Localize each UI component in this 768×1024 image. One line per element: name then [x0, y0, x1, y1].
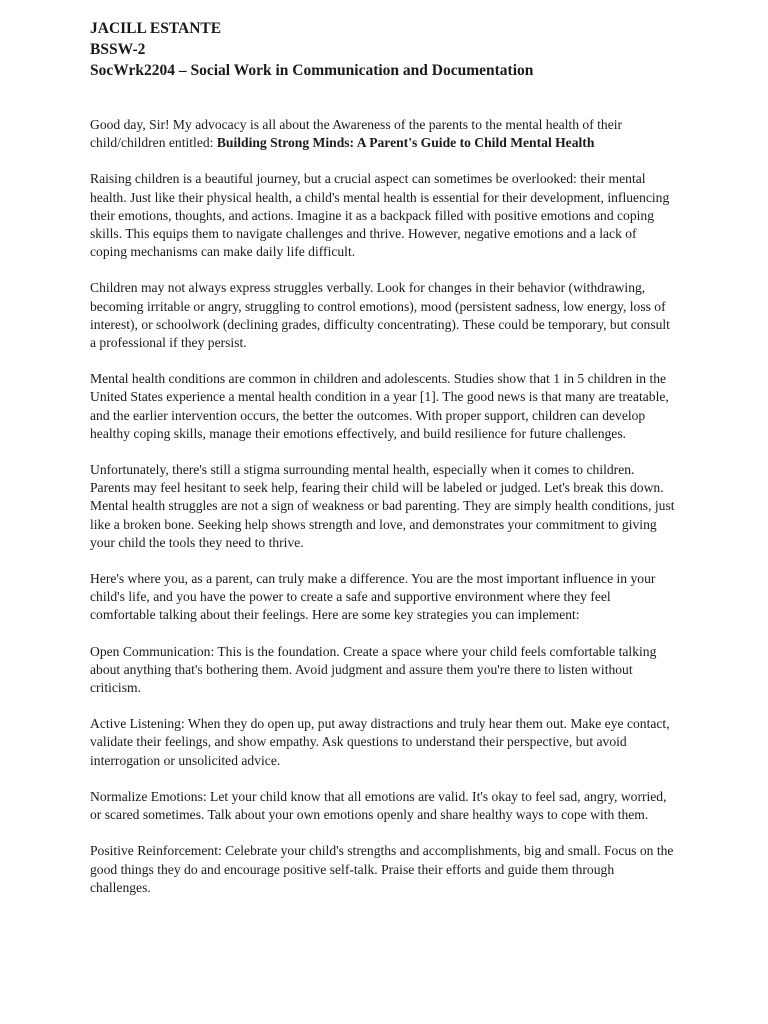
- paragraph-normalize-emotions: Normalize Emotions: Let your child know that all emotions are valid. It's okay to feel sad, angry, worried, or scared sometimes. Talk about your own emotions openly and share healthy ways to cope with them.: [90, 788, 667, 823]
- document-body: [90, 116, 676, 897]
- paragraph-raising-children: Raising children is a beautiful journey, but a crucial aspect can sometimes be overlooked: their mental health. Just like their physical health, a child's mental health is essential for their development, influencing their emotions, thoughts, and actions. Imagine it as a backpack filled with positive emotions and coping skills. This equips them to navigate challenges and thrive. However, negative emotions and a lack of coping mechanisms can make daily life difficult.: [90, 171, 670, 260]
- paragraph-warning-signs: Children may not always express struggles verbally. Look for changes in their behavior (withdrawing, becoming irritable or angry, struggling to control emotions), mood (persistent sadness, low energy, loss of interest), or schoolwork (declining grades, difficulty concentrating). These could be temporary, but consult a professional if they persist.: [90, 280, 670, 351]
- intro-paragraph: [90, 116, 676, 152]
- subject-title: SocWrk2204 – Social Work in Communication and Documentation: [90, 62, 534, 79]
- author-name: JACILL ESTANTE: [90, 20, 222, 37]
- document-page: [90, 18, 676, 915]
- paragraph-stigma: Unfortunately, there's still a stigma surrounding mental health, especially when it comes to children. Parents may feel hesitant to seek help, fearing their child will be labeled or judged. Let's break this down. Mental health struggles are not a sign of weakness or bad parenting. They are simply health conditions, just like a broken bone. Seeking help shows strength and love, and demonstrates your commitment to giving your child the tools they need to thrive.: [90, 462, 675, 550]
- paragraph-active-listening: Active Listening: When they do open up, put away distractions and truly hear them out. Make eye contact, validate their feelings, and show empathy. Ask questions to understand their perspective, but avoid interrogation or unsolicited advice.: [90, 716, 670, 768]
- paragraph-prevalence: Mental health conditions are common in children and adolescents. Studies show that 1 in 5 children in the United States experience a mental health condition in a year [1]. The good news is that many are treatable, and the earlier intervention occurs, the better the outcomes. With proper support, children can develop healthy coping skills, manage their emotions effectively, and build resilience for future challenges.: [90, 371, 669, 441]
- advocacy-title: Building Strong Minds: A Parent's Guide to Child Mental Health: [216, 135, 595, 151]
- paragraph-parent-role: Here's where you, as a parent, can truly make a difference. You are the most important influence in your child's life, and you have the power to create a safe and supportive environment where they feel comfortable talking about their feelings. Here are some key strategies you can implement:: [90, 571, 656, 623]
- document-header: [90, 18, 676, 81]
- paragraph-positive-reinforcement: Positive Reinforcement: Celebrate your child's strengths and accomplishments, big and small. Focus on the good things they do and encourage positive self-talk. Praise their efforts and guide them through challenges.: [90, 843, 674, 895]
- paragraph-open-communication: Open Communication: This is the foundation. Create a space where your child feels comfortable talking about anything that's bothering them. Avoid judgment and assure them you're there to listen without criticism.: [90, 643, 657, 696]
- intro-lead: Good day, Sir! My advocacy is all about the Awareness of the parents to the mental health of their child/children entitled:: [90, 117, 623, 151]
- course-section: BSSW-2: [90, 41, 146, 58]
